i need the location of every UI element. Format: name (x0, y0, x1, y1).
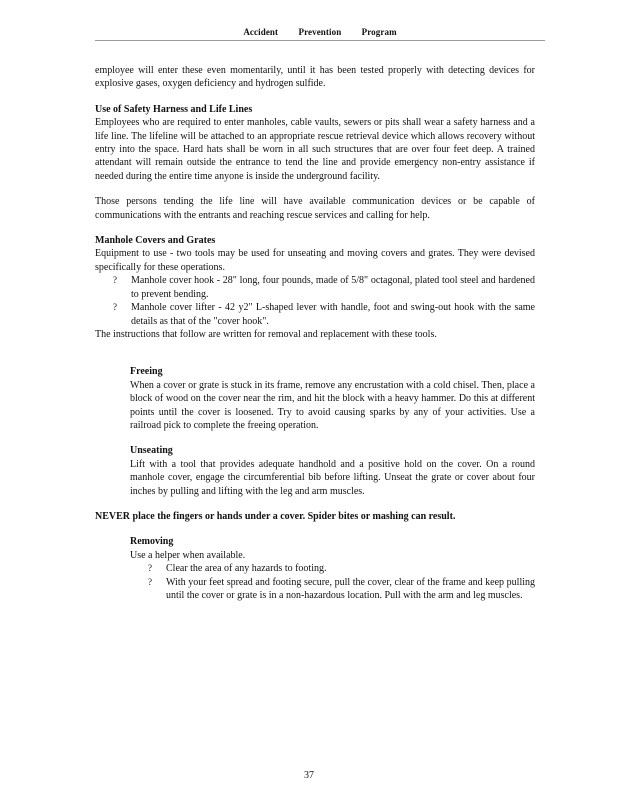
bullet-mark: ? (148, 563, 152, 574)
paragraph: Those persons tending the life line will have available communication devices or be capable of communications with the entrants and reaching rescue services and calling for help. (95, 196, 535, 221)
subsection-heading: Freeing (130, 366, 163, 378)
list-item (113, 301, 535, 328)
subsection-heading: Unseating (130, 445, 173, 457)
paragraph: Use a helper when available. (130, 549, 246, 561)
section-heading: Manhole Covers and Grates (95, 235, 216, 247)
page-number: 37 (304, 770, 314, 781)
section-manhole (95, 234, 535, 341)
warning-paragraph (95, 510, 535, 523)
list-item (148, 562, 535, 575)
section-freeing (130, 353, 535, 432)
bullet-mark: ? (113, 275, 117, 286)
header-rule (95, 40, 545, 41)
page-header: Accident Prevention Program (243, 27, 397, 37)
paragraph: Equipment to use - two tools may be used for unseating and moving covers and grates. They were devised specifically for these operations. (95, 248, 535, 273)
subsection-heading: Removing (130, 536, 174, 548)
page-body (95, 64, 535, 602)
section-unseating (130, 444, 535, 498)
paragraph: Employees who are required to enter manholes, cable vaults, sewers or pits shall wear a safety harness and a life line. The lifeline will be attached to an appropriate rescue retrieval device which allows recovery without entry into the space. Hard hats shall be worn in all such structures that are over four feet deep. A trained attendant will remain outside the entrance to tend the line and provide emergency non-entry assistance if needed during the entire time anyone is inside the underground facility. (95, 117, 535, 182)
paragraph: The instructions that follow are written for removal and replacement with these tools. (95, 328, 437, 340)
section-safety-harness (95, 103, 535, 222)
section-heading: Use of Safety Harness and Life Lines (95, 103, 253, 115)
paragraph: When a cover or grate is stuck in its frame, remove any encrustation with a cold chisel. Then, place a block of wood on the cover near the rim, and hit the block with a heavy hammer. Do this at different points until the cover is loosened. Try to avoid causing sparks by any of your activities. Use a railroad pick to complete the freeing operation. (130, 379, 535, 431)
list-item (148, 576, 535, 603)
list-item-text: Clear the area of any hazards to footing. (166, 563, 327, 575)
tool-list (95, 274, 535, 328)
section-removing (130, 535, 535, 602)
bullet-mark: ? (113, 302, 117, 313)
list-item-text: Manhole cover lifter - 42 y2" L-shaped lever with handle, foot and swing-out hook with the same details as that of the "cover hook". (131, 302, 535, 327)
list-item (113, 274, 535, 301)
paragraph: Lift with a tool that provides adequate handhold and a positive hold on the cover. On a round manhole cover, engage the circumferential bib before lifting. Unseat the grate or cover about four inches by pulling and lifting with the leg and arm muscles. (130, 458, 535, 497)
list-item-text: Manhole cover hook - 28" long, four pounds, made of 5/8" octagonal, plated tool steel and hardened to prevent bending. (131, 275, 535, 300)
continuation-paragraph: employee will enter these even momentarily, until it has been tested properly with detecting devices for explosive gases, oxygen deficiency and hydrogen sulfide. (95, 65, 535, 90)
warning-text: NEVER place the fingers or hands under a cover. Spider bites or mashing can result. (95, 510, 456, 522)
removing-list (130, 562, 535, 602)
bullet-mark: ? (148, 576, 152, 587)
list-item-text: With your feet spread and footing secure, pull the cover, clear of the frame and keep pulling until the cover or grate is in a non-hazardous location. Pull with the arm and leg muscles. (166, 576, 535, 601)
